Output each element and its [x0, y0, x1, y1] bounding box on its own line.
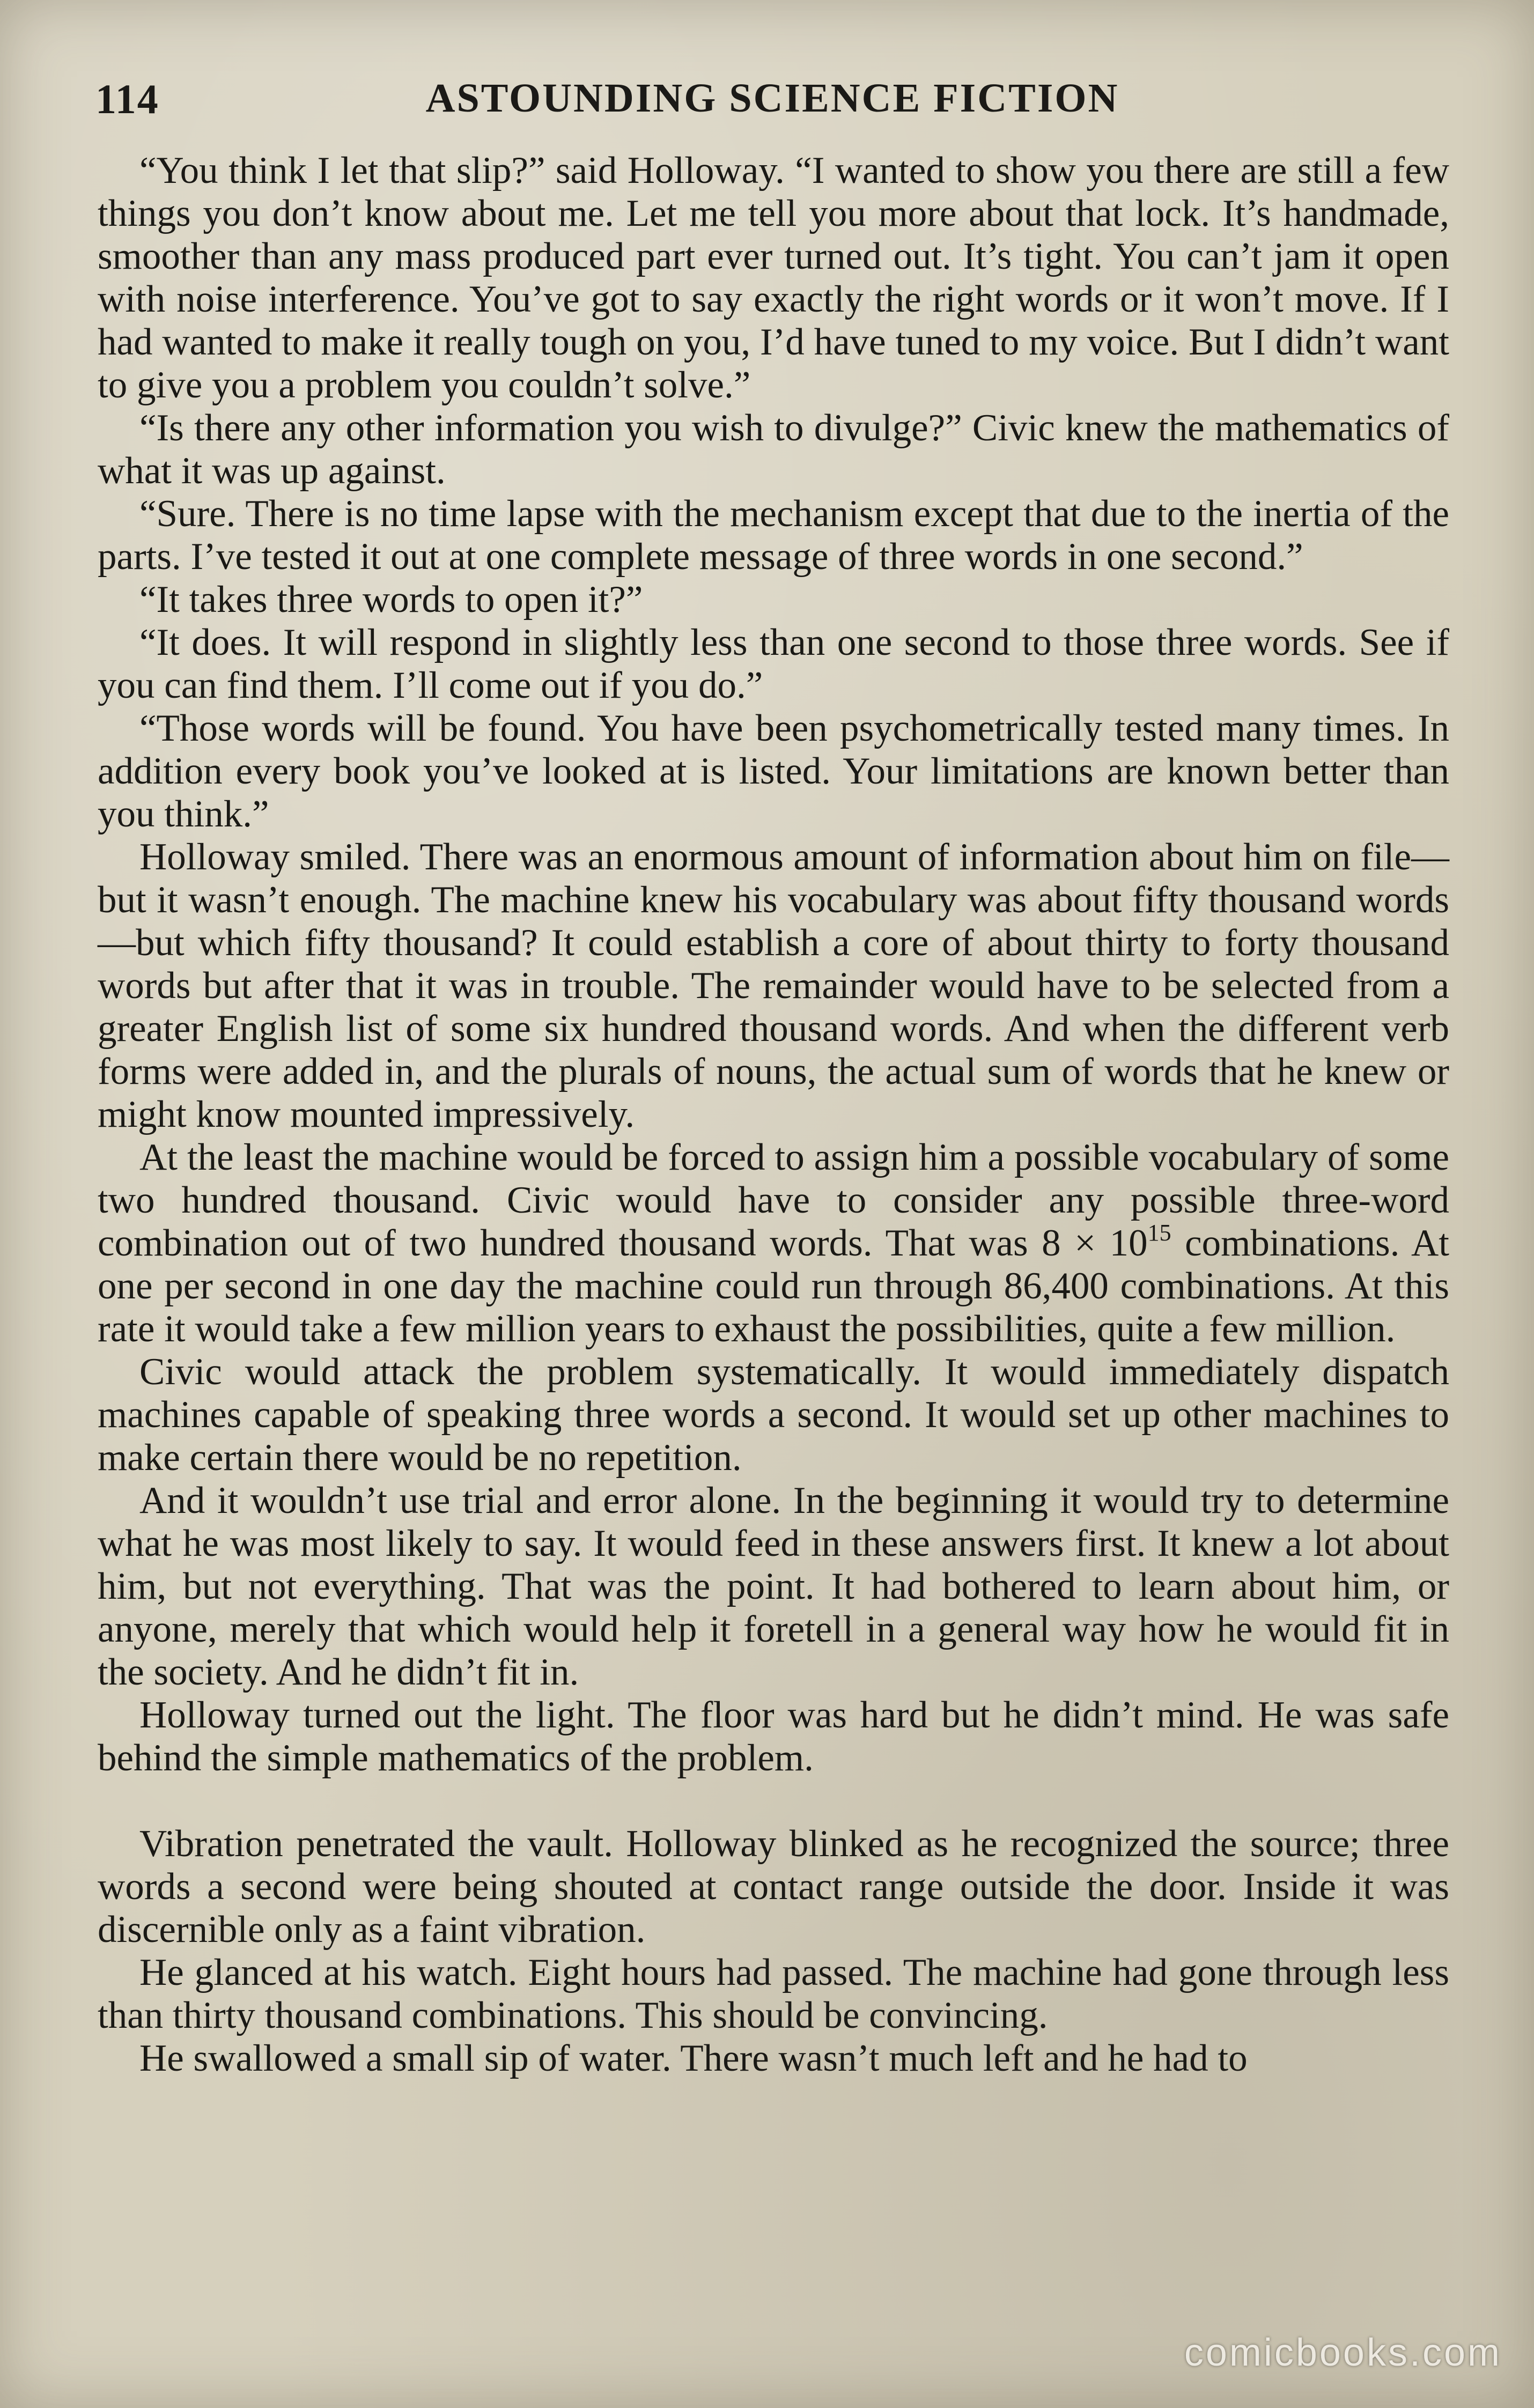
paragraph: Civic would attack the problem systematically. It would immediately dispatch machines capable of speaking three words a second. It would set up other machines to make certain there would be no repetition.	[98, 1351, 1449, 1479]
paragraph-text: combinations. At one per second in one day the machine could run through 86,400 combinations. At this rate it would take a few million years to exhaust the possibilities, quite a few million.	[98, 1222, 1449, 1350]
paragraph: He swallowed a small sip of water. There wasn’t much left and he had to	[139, 2037, 1248, 2079]
paragraph: Holloway turned out the light. The floor was hard but he didn’t mind. He was safe behind the simple mathematics of the problem.	[98, 1694, 1449, 1779]
running-head: ASTOUNDING SCIENCE FICTION	[425, 76, 1119, 121]
paragraph: Vibration penetrated the vault. Holloway blinked as he recognized the source; three words a second were being shouted at contact range outside the door. Inside it was discernible only as a faint vibration.	[98, 1823, 1449, 1951]
paragraph-text: At the least the machine would be forced to assign him a possible vocabulary of some two hundred thousand. Civic would have to consider any possible three-word combination out of two hundred thousand words. That was 8 × 10	[98, 1136, 1449, 1264]
page-number: 114	[95, 76, 159, 122]
exponent: 15	[1147, 1220, 1171, 1246]
page-header	[95, 75, 1449, 134]
story-text	[98, 149, 1449, 2080]
paragraph	[98, 1136, 1449, 1350]
paragraph: Holloway smiled. There was an enormous amount of information about him on file—but it wasn’t enough. The machine knew his vocabulary was about fifty thousand words—but which fifty thousand? It could establish a core of about thirty to forty thousand words but after that it was in trouble. The remainder would have to be selected from a greater English list of some six hundred thousand words. And when the different verb forms were added in, and the plurals of nouns, the actual sum of words that he knew or might know mounted impressively.	[98, 836, 1449, 1135]
paragraph: And it wouldn’t use trial and error alone. In the beginning it would try to determine what he was most likely to say. It would feed in these answers first. It knew a lot about him, but not everything. That was the point. It had bothered to learn about him, or anyone, merely that which would help it foretell in a general way how he would fit in the society. And he didn’t fit in.	[98, 1480, 1449, 1693]
paragraph: “It does. It will respond in slightly less than one second to those three words. See if you can find them. I’ll come out if you do.”	[98, 622, 1449, 706]
paragraph: “Those words will be found. You have been psychometrically tested many times. In addition every book you’ve looked at is listed. Your limitations are known better than you think.”	[98, 707, 1449, 835]
paragraph: “It takes three words to open it?”	[139, 579, 643, 621]
paragraph: “Is there any other information you wish to divulge?” Civic knew the mathematics of what it was up against.	[98, 407, 1449, 492]
paragraph: “You think I let that slip?” said Holloway. “I wanted to show you there are still a few things you don’t know about me. Let me tell you more about that lock. It’s handmade, smoother than any mass produced part ever turned out. It’s tight. You can’t jam it open with noise interference. You’ve got to say exactly the right words or it won’t move. If I had wanted to make it really tough on you, I’d have tuned to my voice. But I didn’t want to give you a problem you couldn’t solve.”	[98, 150, 1449, 406]
paragraph: He glanced at his watch. Eight hours had passed. The machine had gone through less than thirty thousand combinations. This should be convincing.	[98, 1952, 1449, 2036]
paragraph: “Sure. There is no time lapse with the mechanism except that due to the inertia of the parts. I’ve tested it out at one complete message of three words in one second.”	[98, 493, 1449, 578]
site-watermark: comicbooks.com	[1184, 2331, 1502, 2374]
